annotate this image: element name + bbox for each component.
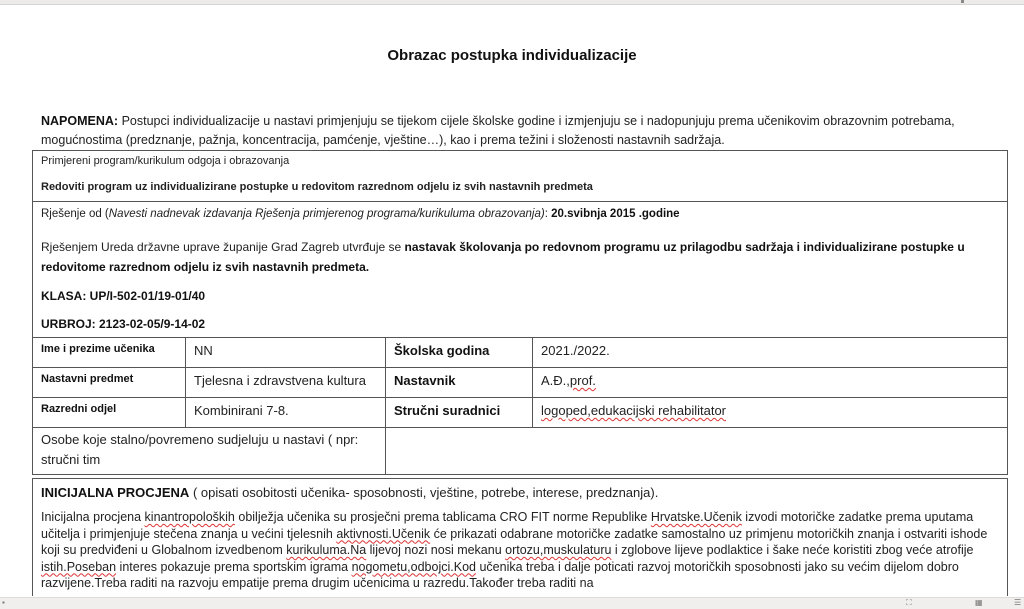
note-label: NAPOMENA:	[41, 114, 119, 128]
decision-section	[32, 201, 1008, 337]
cell-class[interactable]: Kombinirani 7-8.	[186, 398, 386, 428]
cell-subject-label: Nastavni predmet	[33, 368, 186, 398]
misspelled-word: kurikuluma.Na	[286, 543, 367, 557]
cell-student-name[interactable]: NN	[186, 338, 386, 368]
teacher-title: prof.	[569, 373, 596, 388]
decision-text-bold: nastavak školovanja po redovnom programu uz prilagodbu sadržaja i individualizirane postupke u redovitome razrednom odjelu iz svih nastavnih predmeta.	[41, 240, 965, 274]
text-segment: učenika treba i dalje poticati razvoj motoričkih sposobnosti jako su većim dijelom dobro razvijene.Treba raditi na razvoju empatije prema drugim učenicima u razredu.Također treba raditi na	[41, 559, 959, 590]
initial-heading-bold: INICIJALNA PROCJENA	[41, 485, 190, 500]
table-row	[33, 338, 1008, 368]
focus-mode-icon[interactable]: ⛶	[906, 598, 912, 607]
table-row	[33, 368, 1008, 398]
text-segment: interes pokazuje prema sportskim igrama	[116, 559, 352, 574]
cell-associates-label: Stručni suradnici	[386, 398, 533, 428]
decision-text-plain: Rješenjem Ureda državne uprave županije Grad Zagreb utvrđuje se	[41, 240, 405, 254]
program-label: Primjereni program/kurikulum odgoja i obrazovanja	[41, 155, 290, 167]
cell-student-name-label: Ime i prezime učenika	[33, 338, 186, 368]
decision-date-value: 20.svibnja 2015 .godine	[551, 208, 680, 220]
cell-persons-value[interactable]	[386, 428, 1008, 475]
text-segment: lijevoj nozi nosi mekanu	[366, 543, 506, 557]
decision-date-hint: Navesti nadnevak izdavanja Rješenja primjerenog programa/kurikuluma obrazovanja)	[108, 208, 545, 220]
misspelled-word: nogometu,odbojci.Kod	[351, 559, 476, 574]
text-segment: izvodi motoričke zadatke prema uputama učitelja i primjenjuje stečena znanja u većini tjelesnih	[41, 510, 974, 541]
initial-assessment-heading	[41, 485, 658, 500]
urbroj: URBROJ: 2123-02-05/9-14-02	[41, 317, 206, 331]
decision-date-line	[41, 208, 999, 220]
misspelled-word: ortozu,muskulaturu	[505, 543, 612, 557]
cell-subject[interactable]: Tjelesna i zdravstvena kultura	[186, 368, 386, 398]
cell-persons-label: Osobe koje stalno/povremeno sudjeluju u nastavi ( npr: stručni tim	[33, 428, 386, 475]
decision-date-colon: :	[544, 208, 552, 220]
initial-heading-rest: ( opisati osobitosti učenika- sposobnosti, vještine, potrebe, interese, predznanja).	[189, 485, 659, 500]
klasa: KLASA: UP/I-502-01/19-01/40	[41, 289, 206, 303]
note-paragraph	[41, 112, 981, 150]
text-segment: i zglobove lijeve podlaktice i šake neće koristiti zbog veće atrofije	[611, 543, 974, 557]
initial-assessment-text[interactable]	[41, 509, 999, 592]
resize-grip-icon	[961, 0, 964, 3]
misspelled-word: Hrvatske.Učenik	[650, 510, 742, 524]
decision-date-label: Rješenje od (	[41, 208, 109, 220]
table-row	[33, 398, 1008, 428]
misspelled-word: aktivnosti.Učenik	[336, 526, 431, 541]
cell-associates[interactable]	[533, 398, 1008, 428]
text-segment: obilježja učenika su prosječni prema tablicama CRO FIT norme Republike	[234, 510, 651, 524]
teacher-initials: A.Đ.,	[541, 373, 570, 388]
cell-school-year[interactable]: 2021./2022.	[533, 338, 1008, 368]
associates-value: logoped,edukacijski rehabilitator	[541, 403, 727, 418]
page-icon: ▪	[2, 598, 5, 607]
status-bar	[0, 597, 1024, 609]
initial-assessment-section	[32, 478, 1008, 596]
student-info-table	[32, 337, 1008, 475]
cell-school-year-label: Školska godina	[386, 338, 533, 368]
misspelled-word: istih.Poseban	[41, 559, 117, 574]
document-title: Obrazac postupka individualizacije	[387, 47, 637, 64]
cell-class-label: Razredni odjel	[33, 398, 186, 428]
print-layout-icon[interactable]: ▦	[975, 598, 983, 607]
program-section	[32, 150, 1008, 202]
misspelled-word: kinantropoloških	[144, 510, 235, 524]
text-segment: će prikazati odabrane motoričke zadatke samostalno uz primjenu motoričkih znanja i ostvariti ishode koji su predviđeni u Globalnom izvedbenom	[41, 526, 988, 557]
cell-teacher[interactable]	[533, 368, 1008, 398]
program-value: Redoviti program uz individualizirane postupke u redovitom razrednom odjelu iz svih nastavnih predmeta	[41, 181, 593, 193]
cell-teacher-label: Nastavnik	[386, 368, 533, 398]
decision-text	[41, 237, 999, 277]
note-text: Postupci individualizacije u nastavi primjenjuju se tijekom cijele školske godine i izmjenjuju se i nadopunjuju prema učenikovim obrazovnim potrebama, mogućnostima (predznanje, pažnja, koncentracija, pamćenje, vještine…), kao i prema težini i složenosti nastavnih sadržaja.	[41, 114, 955, 147]
table-row	[33, 428, 1008, 475]
web-layout-icon[interactable]: ☰	[1014, 598, 1022, 607]
text-segment: Inicijalna procjena	[41, 510, 145, 524]
